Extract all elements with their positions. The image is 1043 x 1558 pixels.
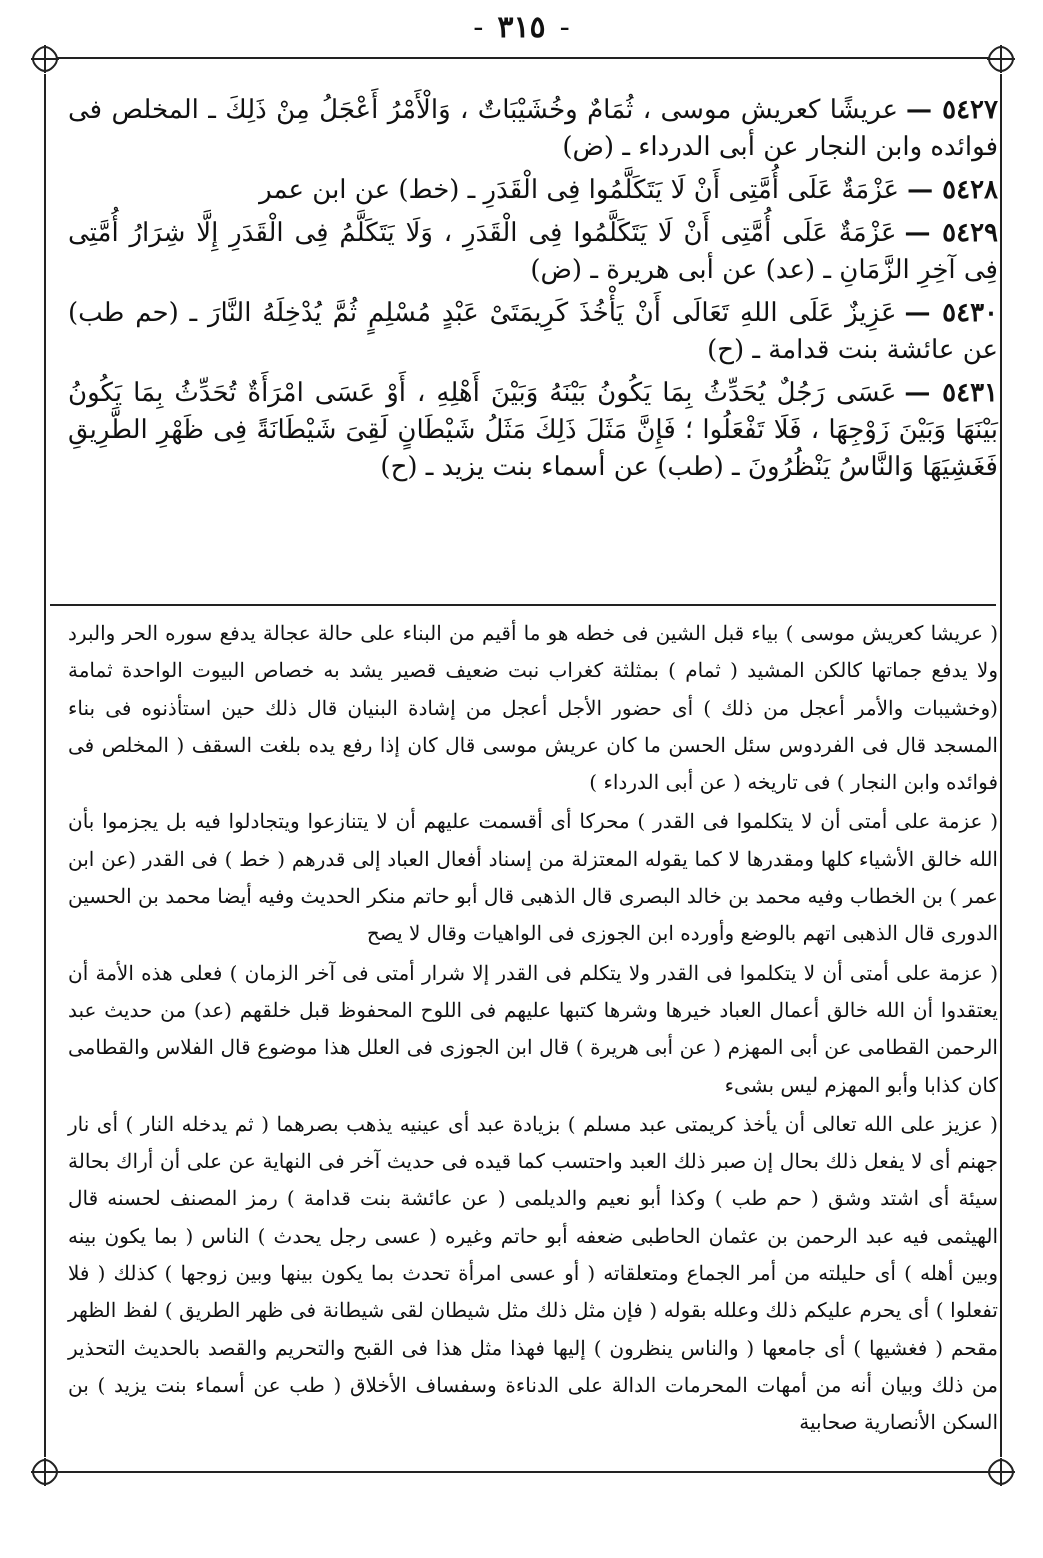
hadith-item (68, 92, 998, 166)
hadith-item (68, 375, 998, 486)
frame-right-line (1000, 74, 1002, 1457)
commentary-paragraph: ( عزمة على أمتى أن لا يتكلموا فى القدر ) محركا أى أقسمت عليهم أن لا يتنازعوا ويتجادلوا فيه بل يجزموا بأن الله خالق الأشياء كلها ومقدرها لا كما يقوله المعتزلة من إسناد أفعال العباد إلى قدرهم ( خط ) فى القدر (عن ابن عمر ) بن الخطاب وفيه محمد بن خالد البصرى قال الذهبى قال أبو حاتم منكر الحديث وفيه أيضا محمد بن الحسين الدورى قال الذهبى اتهم بالوضع وأورده ابن الجوزى فى الواهيات وقال لا يصح (68, 809, 998, 946)
commentary-paragraph: ( عريشا كعريش موسى ) بياء قبل الشين فى خطه هو ما أقيم من البناء على حالة عجالة يدفع سوره الحر والبرد ولا يدفع جماتها كالكن المشيد ( ثمام ) بمثلثة كغراب نبت ضعيف قصير يشد به خصاص البيوت الواحدة ثمامة (وخشيبات والأمر أعجل من ذلك ) أى حضور الأجل أعجل من إشادة البنيان قال ذلك حين استأذنوه فى بناء المسجد قال فى الفردوس سئل الحسن ما كان عريش موسى قال كان إذا رفع يده بلغت السقف ( المخلص فى فوائده وابن النجار ) فى تاريخه ( عن أبى الدرداء ) (68, 621, 998, 795)
ornament-top-right-icon (985, 43, 1017, 75)
hadith-text: عريشًا كعريش موسى ، ثُمَامٌ وخُشَيْبَاتٌ ، وَالْأَمْرُ أَعْجَلُ مِنْ ذَلِكَ ـ المخلص فى فوائده وابن النجار عن أبى الدرداء ـ (ض) (68, 95, 998, 162)
commentary (68, 615, 998, 1442)
page-number (0, 10, 1043, 45)
page-number-dash-left: - (473, 10, 484, 45)
page-number-text: ٣١٥ (497, 10, 546, 45)
ornament-bottom-right-icon (985, 1456, 1017, 1488)
hadith-item (68, 215, 998, 289)
frame-top-line (56, 57, 990, 59)
hadith-text: عَزْمَةٌ عَلَى أُمَّتِى أَنْ لَا يَتَكَلَّمُوا فِى الْقَدَرِ ـ (خط) عن ابن عمر (259, 175, 900, 205)
hadith-text: عَزْمَةٌ عَلَى أُمَّتِى أَنْ لَا يَتَكَلَّمُوا فِى الْقَدَرِ ، وَلَا يَتَكَلَّمُ فِى الْقَدَرِ إِلَّا شِرَارُ أُمَّتِى فِى آخِرِ الزَّمَانِ ـ (عد) عن أبى هريرة ـ (ض) (68, 218, 998, 285)
hadith-text: عَسَى رَجُلٌ يُحَدِّثُ بِمَا يَكُونُ بَيْنَهُ وَبَيْنَ أَهْلِهِ ، أَوْ عَسَى امْرَأَةٌ تُحَدِّثُ بِمَا يَكُونُ بَيْنَهَا وَبَيْنَ زَوْجِهَا ، فَلَا تَفْعَلُوا ؛ فَإِنَّ مَثَلَ ذَلِكَ مَثَلُ شَيْطَانٍ لَقِىَ شَيْطَانَةً فِى ظَهْرِ الطَّرِيقِ فَغَشِيَهَا وَالنَّاسُ يَنْظُرُونَ ـ (طب) عن أسماء بنت يزيد ـ (ح) (68, 378, 998, 482)
commentary-paragraph: ( عزيز على الله تعالى أن يأخذ كريمتى عبد مسلم ) بزيادة عبد أى عينيه يذهب بصرهما ( ثم يدخله النار ) أى نار جهنم أى لا يفعل ذلك بحال إن صبر ذلك العبد واحتسب كما قيده فى حديث آخر فى النهاية عن على أن أراك بحالة سيئة أى اشتد وشق ( حم طب ) وكذا أبو نعيم والديلمى ( عن عائشة بنت قدامة ) رمز المصنف لحسنه قال الهيثمى فيه عبد الرحمن بن عثمان الحاطبى ضعفه أبو حاتم وغيره ( عسى رجل يحدث ) الناس ( بما يكون بينه وبين أهله ) أى حليلته من أمر الجماع ومتعلقاته ( أو عسى امرأة تحدث بما يكون بينها وبين زوجها ) كذلك ( فلا تفعلوا ) أى يحرم عليكم ذلك وعلله بقوله ( فإن مثل ذلك مثل شيطان لقى شيطانة فى ظهر الطريق ) لفظ الظهر مقحم ( فغشيها ) أى جامعها ( والناس ينظرون ) إليها فهذا مثل هذا فى القبح والتحريم والقصد بالحديث التحذير من ذلك وبيان أنه من أمهات المحرمات الدالة على الدناءة وسفساف الأخلاق ( طب عن أسماء بنت يزيد ) بن السكن الأنصارية صحابية (68, 1111, 998, 1435)
hadith-number: ٥٤٣٠ — (904, 298, 998, 328)
section-divider (50, 604, 996, 606)
ornament-bottom-left-icon (29, 1456, 61, 1488)
hadith-number: ٥٤٢٨ — (907, 175, 998, 205)
hadith-text: عَزِيزٌ عَلَى اللهِ تَعَالَى أَنْ يَأْخُذَ كَرِيمَتَىْ عَبْدٍ مُسْلِمٍ ثُمَّ يُدْخِلَهُ النَّارَ ـ (حم طب) عن عائشة بنت قدامة ـ (ح) (68, 298, 998, 365)
hadith-number: ٥٤٢٧ — (905, 95, 998, 125)
page-number-dash-right: - (559, 10, 570, 45)
hadith-number: ٥٤٢٩ — (904, 218, 998, 248)
frame-bottom-line (56, 1471, 990, 1473)
hadith-number: ٥٤٣١ — (904, 378, 998, 408)
hadith-item (68, 295, 998, 369)
frame-left-line (44, 74, 46, 1457)
hadith-item (68, 172, 998, 209)
hadith-list (68, 92, 998, 492)
commentary-paragraph: ( عزمة على أمتى أن لا يتكلموا فى القدر ولا يتكلم فى القدر إلا شرار أمتى فى آخر الزمان ) فعلى هذه الأمة أن يعتقدوا أن الله خالق أعمال العباد خيرها وشرها كتبها عليهم فى اللوح المحفوظ قبل خلقهم (عد) من حديث عبد الرحمن القطامى عن أبى المهزم ( عن أبى هريرة ) قال ابن الجوزى فى العلل هذا موضوع قال الفلاس والقطامى كان كذابا وأبو المهزم ليس بشىء (68, 960, 998, 1097)
ornament-top-left-icon (29, 43, 61, 75)
